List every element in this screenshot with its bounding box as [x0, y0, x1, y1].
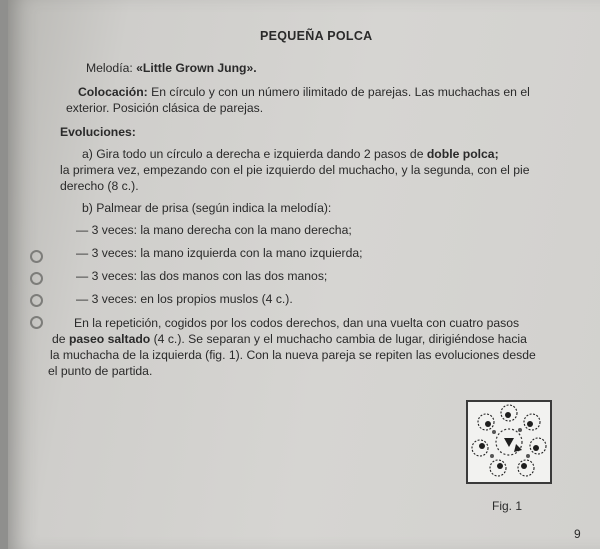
melodia-value: «Little Grown Jung».	[136, 61, 257, 75]
binding-rings	[26, 250, 44, 350]
colocacion-line2: exterior. Posición clásica de parejas.	[66, 101, 264, 115]
repeticion-line4: el punto de partida.	[48, 364, 153, 378]
colocacion-label: Colocación:	[78, 85, 148, 99]
melodia-line	[86, 60, 257, 76]
melodia-label: Melodía:	[86, 61, 137, 75]
dash-item-1: — 3 veces: la mano derecha con la mano derecha;	[76, 223, 352, 237]
dash-item-3: — 3 veces: las dos manos con las dos manos;	[76, 269, 328, 283]
colocacion-line1: Colocación: En círculo y con un número ilimitado de parejas. Las muchachas en el	[78, 85, 530, 99]
dance-figure	[466, 400, 552, 484]
repeticion-line2: de paseo saltado (4 c.). Se separan y el muchacho cambia de lugar, dirigiéndose hacia	[52, 332, 527, 346]
dash-item-4: — 3 veces: en los propios muslos (4 c.).	[76, 292, 293, 306]
book-page	[8, 0, 600, 549]
evoluciones-heading: Evoluciones:	[60, 125, 136, 139]
figure-caption: Fig. 1	[492, 499, 523, 513]
item-b: b) Palmear de prisa (según indica la melodía):	[82, 201, 332, 215]
item-a-line1: a) Gira todo un círculo a derecha e izquierda dando 2 pasos de doble polca;	[82, 147, 499, 161]
item-a-line2: la primera vez, empezando con el pie izquierdo del muchacho, y la segunda, con el pie	[60, 163, 530, 177]
repeticion-line1: En la repetición, cogidos por los codos derechos, dan una vuelta con cuatro pasos	[74, 316, 520, 330]
page-number: 9	[574, 527, 581, 541]
repeticion-line3: la muchacha de la izquierda (fig. 1). Con la nueva pareja se repiten las evoluciones desde	[50, 348, 536, 362]
page-title: PEQUEÑA POLCA	[260, 29, 373, 43]
item-a-line3: derecho (8 c.).	[60, 179, 139, 193]
dash-item-2: — 3 veces: la mano izquierda con la mano izquierda;	[76, 246, 363, 260]
